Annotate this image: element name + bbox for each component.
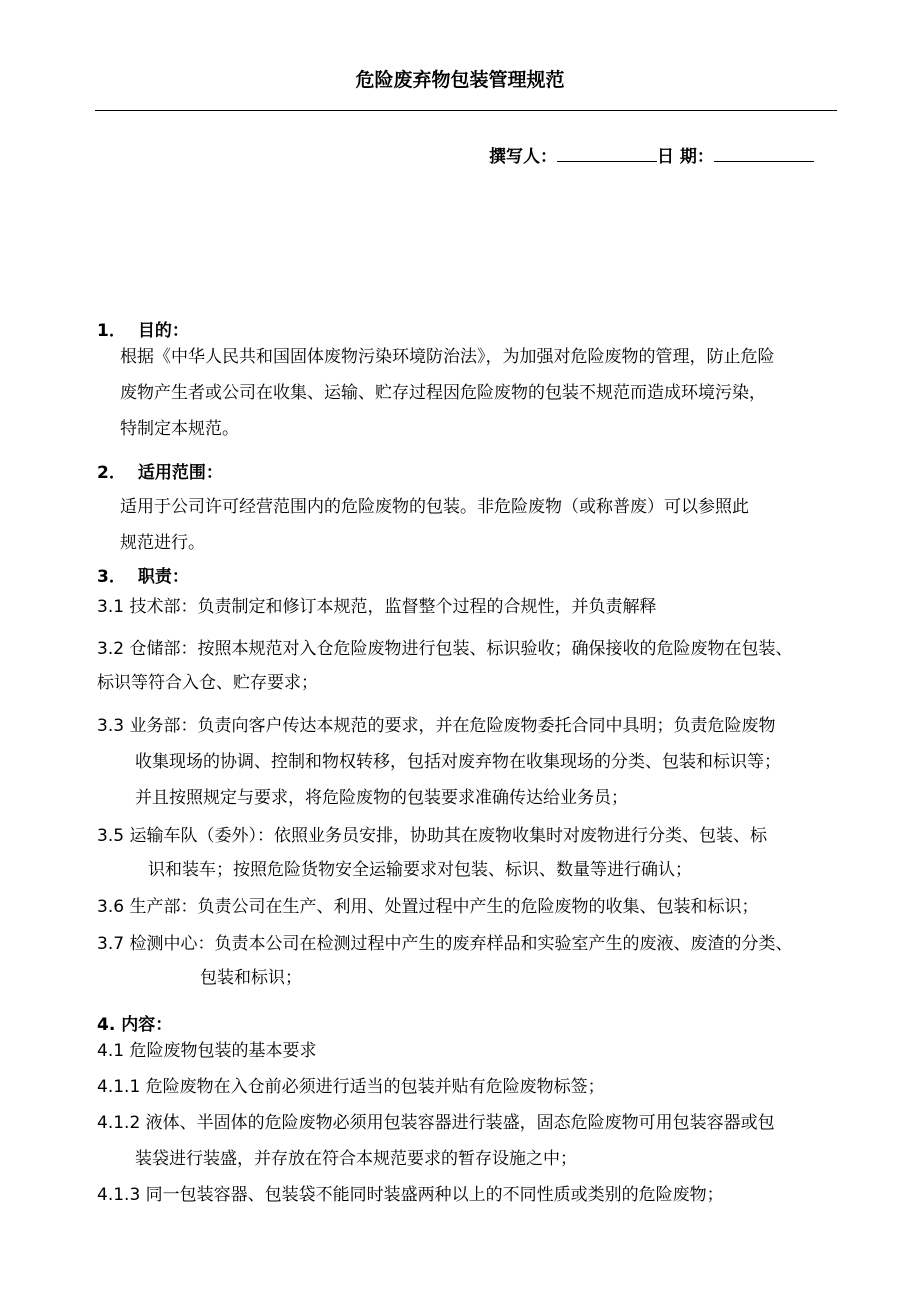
section-number: 3． bbox=[97, 567, 126, 587]
paragraph-line: 适用于公司许可经营范围内的危险废物的包装。非危险废物（或称普废）可以参照此 bbox=[120, 497, 749, 517]
section-1-heading bbox=[97, 321, 189, 341]
paragraph-line: 规范进行。 bbox=[120, 533, 205, 553]
author-label: 撰写人： bbox=[489, 147, 557, 167]
author-blank bbox=[557, 145, 657, 162]
item-3-3-line: 并且按照规定与要求，将危险废物的包装要求准确传达给业务员； bbox=[135, 788, 628, 808]
item-3-5-line: 识和装车；按照危险货物安全运输要求对包装、标识、数量等进行确认； bbox=[148, 860, 692, 880]
section-title: 目的： bbox=[137, 321, 189, 341]
date-blank bbox=[714, 145, 814, 162]
paragraph-line: 废物产生者或公司在收集、运输、贮存过程因危险废物的包装不规范而造成环境污染， bbox=[120, 383, 766, 403]
item-3-2-line: 3.2 仓储部：按照本规范对入仓危险废物进行包装、标识验收；确保接收的危险废物在包装、 bbox=[97, 639, 793, 659]
section-number: 2． bbox=[97, 463, 126, 483]
item-4-1-1: 4.1.1 危险废物在入仓前必须进行适当的包装并贴有危险废物标签； bbox=[97, 1077, 605, 1097]
item-3-7-line: 3.7 检测中心：负责本公司在检测过程中产生的废弃样品和实验室产生的废液、废渣的分类、 bbox=[97, 934, 793, 954]
section-title: 职责： bbox=[137, 567, 189, 587]
paragraph-line: 特制定本规范。 bbox=[120, 419, 239, 439]
date-label: 日 期： bbox=[657, 147, 714, 167]
section-title: 适用范围： bbox=[137, 463, 223, 483]
section-4-heading bbox=[97, 1015, 172, 1035]
title-divider bbox=[95, 110, 837, 111]
document-title: 危险废弃物包装管理规范 bbox=[355, 69, 565, 91]
section-number: 4. bbox=[97, 1015, 116, 1035]
item-4-1: 4.1 危险废物包装的基本要求 bbox=[97, 1041, 317, 1061]
item-3-3-line: 3.3 业务部：负责向客户传达本规范的要求，并在危险废物委托合同中具明；负责危险废物 bbox=[97, 716, 776, 736]
item-3-6: 3.6 生产部：负责公司在生产、利用、处置过程中产生的危险废物的收集、包装和标识； bbox=[97, 897, 759, 917]
item-4-1-2-line: 4.1.2 液体、半固体的危险废物必须用包装容器进行装盛，固态危险废物可用包装容器或包 bbox=[97, 1113, 775, 1133]
section-number: 1． bbox=[97, 321, 126, 341]
section-2-heading bbox=[97, 463, 223, 483]
item-4-1-3: 4.1.3 同一包装容器、包装袋不能同时装盛两种以上的不同性质或类别的危险废物； bbox=[97, 1185, 724, 1205]
item-4-1-2-line: 装袋进行装盛，并存放在符合本规范要求的暂存设施之中； bbox=[135, 1149, 577, 1169]
item-3-5-line: 3.5 运输车队（委外）：依照业务员安排，协助其在废物收集时对废物进行分类、包装、标 bbox=[97, 826, 767, 846]
section-title: 内容： bbox=[121, 1015, 173, 1035]
item-3-2-line: 标识等符合入仓、贮存要求； bbox=[97, 673, 318, 693]
item-3-1: 3.1 技术部：负责制定和修订本规范，监督整个过程的合规性，并负责解释 bbox=[97, 597, 657, 617]
section-3-heading bbox=[97, 567, 189, 587]
paragraph-line: 根据《中华人民共和国固体废物污染环境防治法》，为加强对危险废物的管理，防止危险 bbox=[120, 347, 775, 367]
author-date-line bbox=[489, 145, 814, 167]
item-3-7-line: 包装和标识； bbox=[200, 968, 302, 988]
item-3-3-line: 收集现场的协调、控制和物权转移，包括对废弃物在收集现场的分类、包装和标识等； bbox=[135, 752, 781, 772]
